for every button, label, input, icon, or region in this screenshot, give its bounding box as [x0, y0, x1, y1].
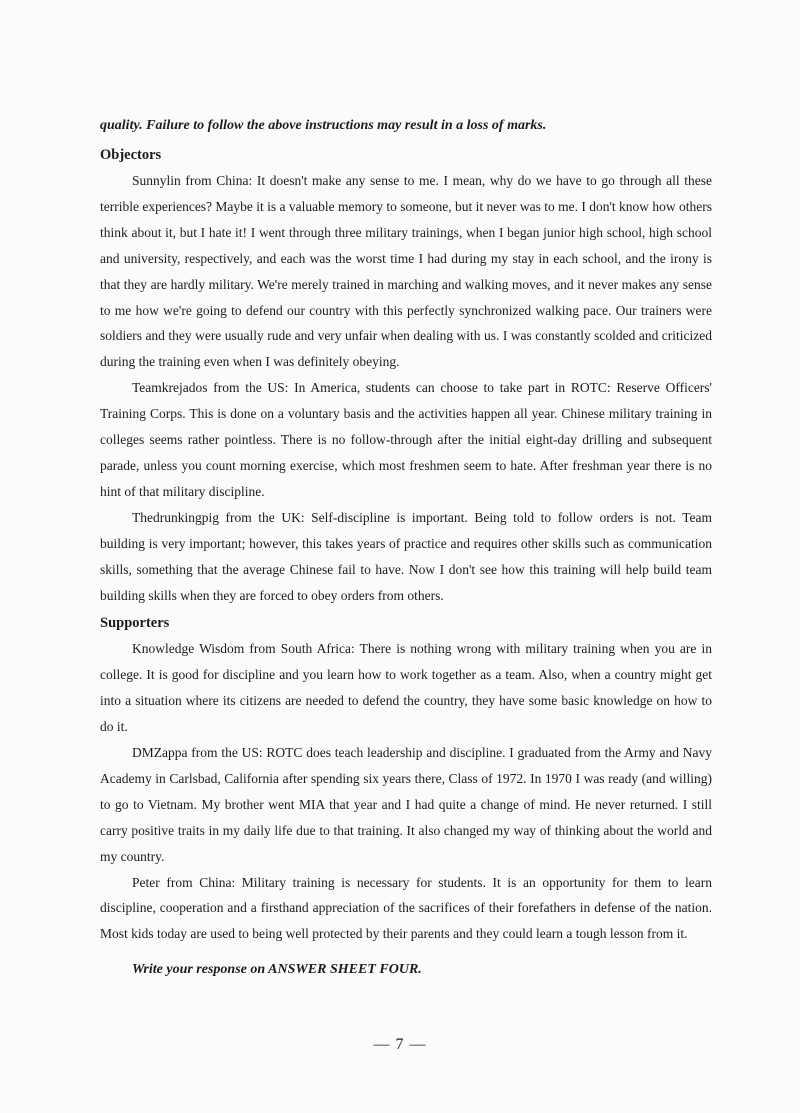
instructions-text: quality. Failure to follow the above instructions may result in a loss of marks. [100, 118, 547, 133]
document-page [100, 116, 712, 980]
paragraph-dmzappa: DMZappa from the US: ROTC does teach leadership and discipline. I graduated from the Army and Navy Academy in Carlsbad, California after spending six years there, Class of 1972. In 1970 I was ready (and willing) to go to Vietnam. My brother went MIA that year and I had quite a change of mind. He never returned. I still carry positive traits in my daily life due to that training. It also changed my way of thinking about the world and my country. [100, 745, 712, 864]
paragraph-teamkrejados: Teamkrejados from the US: In America, students can choose to take part in ROTC: Reserve Officers' Training Corps. This is done on a voluntary basis and the activities happen all year. Chinese military training in colleges seems rather pointless. There is no follow-through after the initial eight-day drilling and subsequent parade, unless you count morning exercise, which most freshmen seem to hate. After freshman year there is no hint of that military discipline. [100, 380, 712, 499]
section-heading-supporters: Supporters [100, 615, 170, 632]
paragraph-knowledge-wisdom: Knowledge Wisdom from South Africa: There is nothing wrong with military training when you are in college. It is good for discipline and you learn how to work together as a team. Also, when a country might get into a situation where its citizens are needed to defend the country, they have some basic knowledge on how to do it. [100, 641, 712, 735]
supporters-section [100, 613, 712, 947]
objectors-section [100, 145, 712, 608]
paragraph-sunnylin: Sunnylin from China: It doesn't make any sense to me. I mean, why do we have to go through all these terrible experiences? Maybe it is a valuable memory to someone, but it never was to me. I don't know how others think about it, but I hate it! I went through three military trainings, when I began junior high school, high school and university, respectively, and each was the worst time I had during my stay in each school, and the irony is that they are hardly military. We're merely trained in marching and walking moves, and it never makes any sense to me how we're going to defend our country with this perfectly synchronized walking pace. Our trainers were soldiers and they were usually rude and very unfair when dealing with us. I was constantly scolded and criticized during the training even when I was definitely obeying. [100, 173, 713, 370]
response-instruction: Write your response on ANSWER SHEET FOUR. [132, 962, 422, 978]
paragraph-thedrunkingpig: Thedrunkingpig from the UK: Self-discipline is important. Being told to follow orders is not. Team building is very important; however, this takes years of practice and requires other skills such as communication skills, something that the average Chinese fail to have. Now I don't see how this training will help build team building skills when they are forced to obey orders from others. [100, 509, 712, 603]
page-number: — 7 — [373, 1036, 427, 1053]
section-heading-objectors: Objectors [100, 147, 162, 163]
paragraph-peter: Peter from China: Military training is necessary for students. It is an opportunity for them to learn discipline, cooperation and a firsthand appreciation of the sacrifices of their forefathers in defense of the nation. Most kids today are used to being well protected by their parents and they could learn a tough lesson from it. [100, 874, 712, 942]
